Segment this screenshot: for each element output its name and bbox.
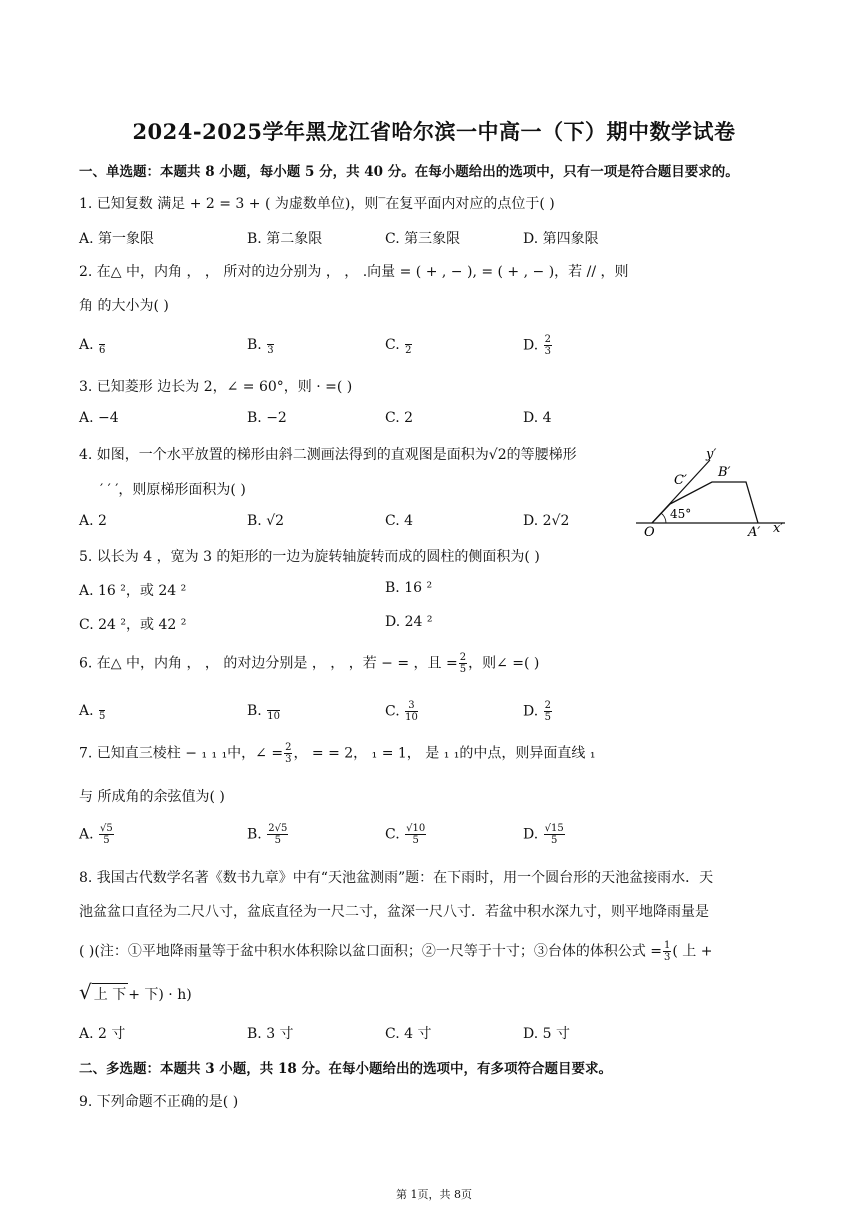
question-2-option-d: D. $\frac{2}{3}$	[523, 334, 552, 357]
question-3-option-c: C. 2	[385, 410, 414, 426]
angle-arc	[661, 513, 666, 523]
question-8-option-d: D. 5 寸	[523, 1026, 570, 1042]
question-2-stem-line1: 2. 在△ 中，内角 ， ， 所对的边分别为 ， ， .向量 = ( + , − ), = ( + , − )，若 // ，则	[79, 264, 629, 280]
question-2-stem-line2: 角 的大小为( )	[79, 298, 169, 314]
question-8-stem-line1: 8. 我国古代数学名著《数书九章》中有“天池盆测雨”题：在下雨时，用一个圆台形的天池盆接雨水．天	[79, 870, 714, 886]
question-3-stem: 3. 已知菱形 边长为 2，∠ = 60°，则 · =( )	[79, 379, 353, 395]
question-4-option-a: A. 2	[79, 513, 107, 529]
question-7-option-a: A. $\frac{√5}{5}$	[79, 823, 113, 846]
question-5-option-d: D. 24 ²	[385, 614, 433, 630]
trapezoid-diagram	[630, 442, 790, 542]
point-a-label: A′	[748, 525, 761, 540]
question-8-stem-line3: ( )(注：①平地降雨量等于盆中积水体积除以盆口面积；②一尺等于十寸；③台体的体积公式 = $\frac{1}{3}$ ( 上 +	[79, 940, 713, 963]
question-5-option-c: C. 24 ²，或 42 ²	[79, 617, 187, 633]
question-5-option-b: B. 16 ²	[385, 580, 433, 596]
point-b-label: B′	[718, 465, 731, 480]
question-4-stem-line1: 4. 如图，一个水平放置的梯形由斜二测画法得到的直观图是面积为√2的等腰梯形	[79, 447, 577, 463]
question-9-stem: 9. 下列命题不正确的是( )	[79, 1094, 239, 1110]
question-1-option-b: B. 第二象限	[247, 231, 323, 247]
question-7-stem-line1: 7. 已知直三棱柱 − ₁ ₁ ₁中，∠ = $\frac{2}{3}$ ， = = 2， ₁ = 1， 是 ₁ ₁的中点，则异面直线 ₁	[79, 742, 596, 765]
question-4-option-d: D. 2√2	[523, 513, 570, 529]
question-4-option-b: B. √2	[247, 513, 285, 529]
question-6-stem: 6. 在△ 中，内角 ， ， 的对边分别是 ， ， ，若 − = ，且 = $\frac{2}{5}$ ，则∠ =( )	[79, 652, 540, 675]
question-3-option-d: D. 4	[523, 410, 552, 426]
question-1-stem: 1. 已知复数 满足 + 2 = 3 + ( 为虚数单位)，则‾在复平面内对应的点位于( )	[79, 196, 555, 212]
angle-label: 45°	[670, 507, 692, 521]
question-7-stem-line2: 与 所成角的余弦值为( )	[79, 789, 225, 805]
question-6-option-a: A. 5	[79, 700, 106, 722]
x-axis-label: x′	[773, 521, 784, 536]
question-2-option-a: A. 6	[79, 334, 106, 356]
question-7-option-b: B. $\frac{2√5}{5}$	[247, 823, 288, 846]
question-8-option-a: A. 2 寸	[79, 1026, 126, 1042]
question-6-option-d: D. $\frac{2}{5}$	[523, 700, 552, 723]
section-multiple-choice-heading: 二、多选题：本题共 3 小题，共 18 分。在每小题给出的选项中，有多项符合题目要求。	[79, 1061, 612, 1077]
question-5-option-a: A. 16 ²，或 24 ²	[79, 583, 187, 599]
question-1-option-a: A. 第一象限	[79, 231, 155, 247]
question-8-stem-line2: 池盆盆口直径为二尺八寸，盆底直径为一尺二寸，盆深一尺八寸．若盆中积水深九寸，则平地降雨量是	[79, 904, 709, 920]
question-7-option-d: D. $\frac{√15}{5}$	[523, 823, 564, 846]
question-2-option-c: C. 2	[385, 334, 413, 356]
page-footer: 第 1页，共 8页	[396, 1188, 472, 1201]
section-single-choice-heading: 一、单选题：本题共 8 小题，每小题 5 分，共 40 分。在每小题给出的选项中，只有一项是符合题目要求的。	[79, 164, 739, 180]
page-title: 2024-2025学年黑龙江省哈尔滨一中高一（下）期中数学试卷	[132, 119, 736, 144]
question-8-option-c: C. 4 寸	[385, 1026, 432, 1042]
question-6-option-c: C. $\frac{3}{10}$	[385, 700, 418, 723]
question-6-option-b: B. 10	[247, 700, 281, 722]
question-3-option-a: A. −4	[79, 410, 119, 426]
question-8-stem-line4: √上 下 + 下) · h)	[79, 980, 192, 1004]
question-4-stem-line2: ′ ′ ′，则原梯形面积为( )	[100, 482, 246, 498]
question-8-option-b: B. 3 寸	[247, 1026, 294, 1042]
question-2-option-b: B. 3	[247, 334, 275, 356]
question-4-option-c: C. 4	[385, 513, 414, 529]
question-1-option-d: D. 第四象限	[523, 231, 599, 247]
question-1-option-c: C. 第三象限	[385, 231, 461, 247]
y-axis-label: y′	[706, 447, 717, 462]
question-3-option-b: B. −2	[247, 410, 287, 426]
question-7-option-c: C. $\frac{√10}{5}$	[385, 823, 426, 846]
point-o-label: O	[644, 525, 655, 540]
point-c-label: C′	[674, 473, 687, 488]
question-5-stem: 5. 以长为 4 ，宽为 3 的矩形的一边为旋转轴旋转而成的圆柱的侧面积为( )	[79, 549, 540, 565]
